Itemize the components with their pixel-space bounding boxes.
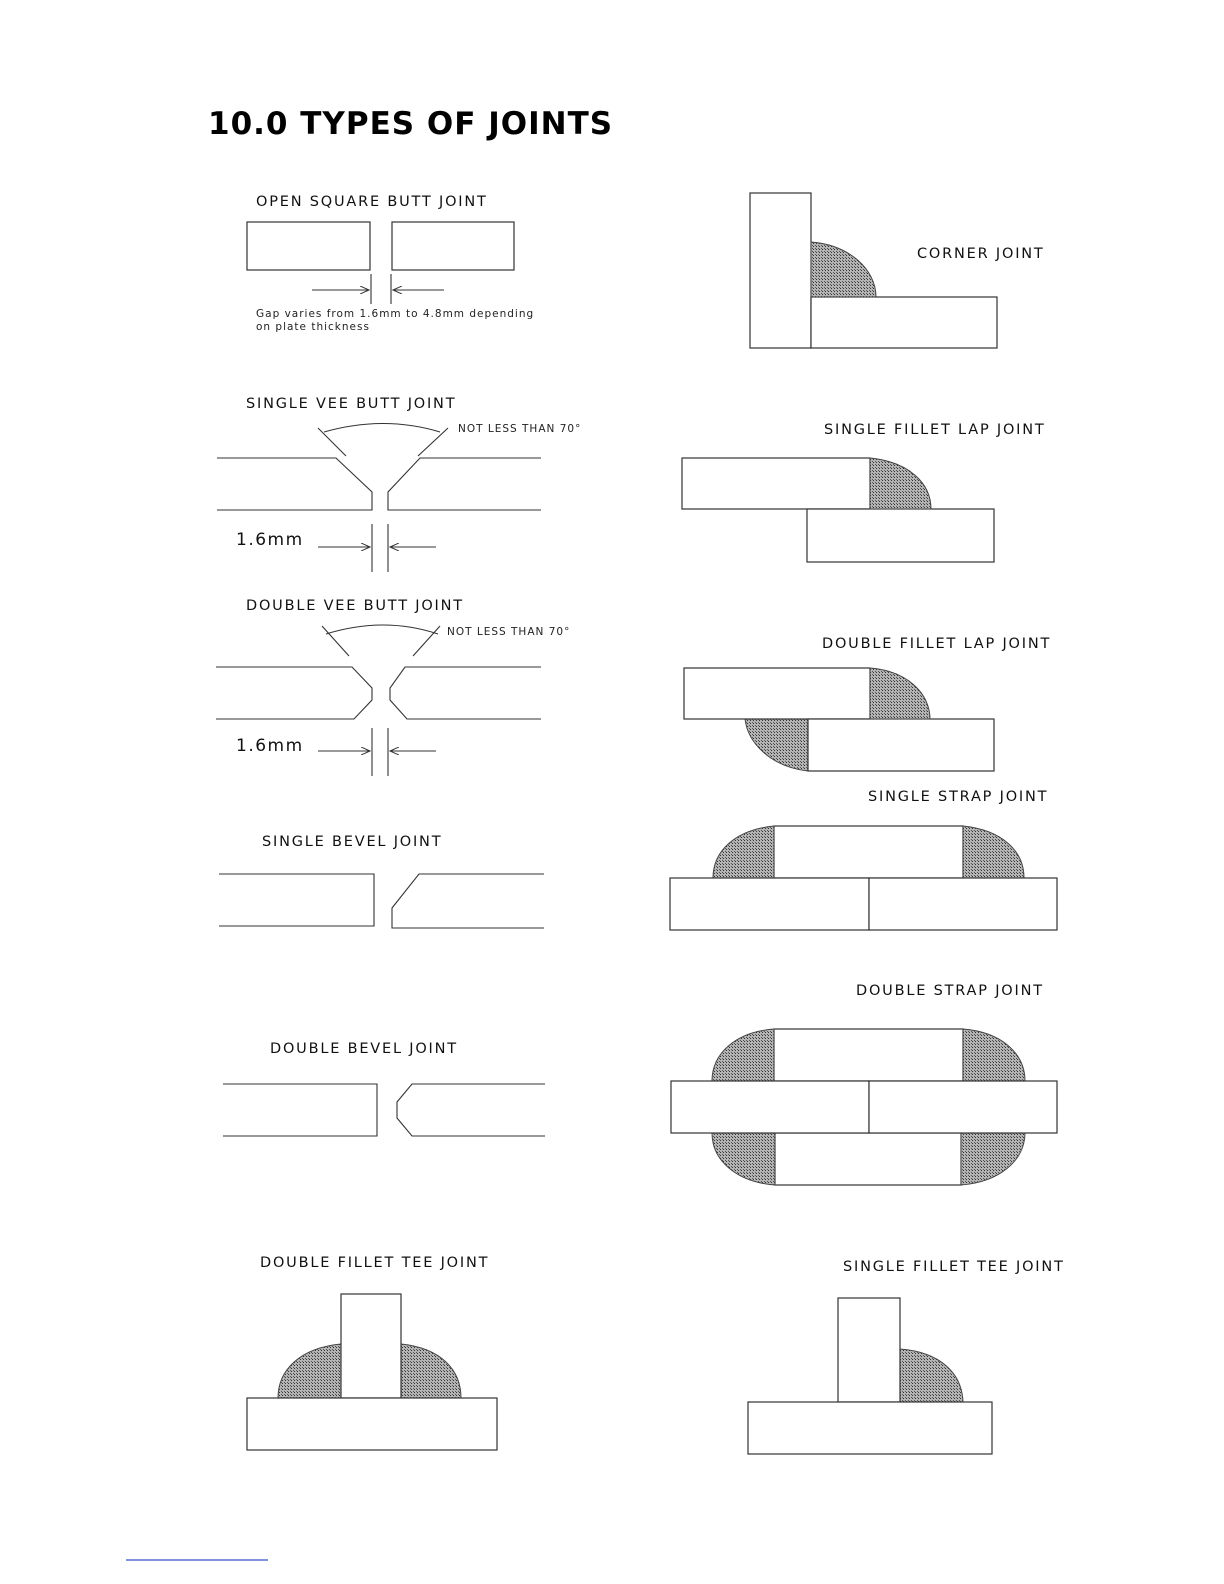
dtee-base-plate — [247, 1398, 497, 1450]
dbevel-plate-left — [223, 1084, 377, 1136]
double-vee-butt-joint — [216, 598, 570, 776]
strap-weld-right — [963, 826, 1024, 878]
dlap-top-plate — [684, 668, 870, 719]
dstrap-weld-bl — [712, 1133, 775, 1185]
plate-left — [247, 222, 370, 270]
single-fillet-tee-joint — [748, 1259, 1065, 1454]
lap-weld — [870, 458, 931, 509]
dtee-weld-right — [401, 1344, 461, 1398]
double-bevel-label: DOUBLE BEVEL JOINT — [270, 1041, 458, 1057]
lap-top-plate — [682, 458, 870, 509]
single-strap-label: SINGLE STRAP JOINT — [868, 789, 1049, 805]
vee-angle-note: NOT LESS THAN 70° — [458, 423, 582, 435]
dstrap-base-right — [869, 1081, 1057, 1133]
dstrap-weld-tl — [712, 1029, 774, 1081]
stee-weld — [900, 1349, 963, 1402]
dlap-bottom-plate — [808, 719, 994, 771]
double-fillet-lap-label: DOUBLE FILLET LAP JOINT — [822, 636, 1052, 652]
dvee-plate-right — [390, 667, 541, 719]
single-strap-joint — [670, 789, 1057, 930]
plate-right — [392, 222, 514, 270]
single-bevel-label: SINGLE BEVEL JOINT — [262, 834, 443, 850]
single-fillet-lap-joint — [682, 422, 1046, 562]
dstrap-top-plate — [774, 1029, 963, 1081]
stee-stem-plate — [838, 1298, 900, 1402]
corner-weld — [811, 242, 876, 297]
single-fillet-tee-label: SINGLE FILLET TEE JOINT — [843, 1259, 1065, 1275]
corner-joint — [750, 193, 1045, 348]
corner-horizontal-plate — [811, 297, 997, 348]
double-fillet-lap-joint — [684, 636, 1051, 771]
double-fillet-tee-label: DOUBLE FILLET TEE JOINT — [260, 1255, 490, 1271]
dlap-weld-bottom — [745, 719, 808, 771]
gap-note-line1: Gap varies from 1.6mm to 4.8mm depending — [256, 308, 535, 320]
dvee-angle-arc — [326, 625, 438, 634]
double-bevel-joint — [223, 1041, 545, 1136]
strap-weld-left — [713, 826, 774, 878]
dtee-stem-plate — [341, 1294, 401, 1398]
open-square-butt-joint — [247, 194, 534, 333]
dvee-plate-left — [216, 667, 372, 719]
bevel-plate-right — [392, 874, 544, 928]
vee-gap-label: 1.6mm — [236, 530, 304, 550]
dstrap-base-left — [671, 1081, 869, 1133]
dvee-angle-note: NOT LESS THAN 70° — [447, 626, 571, 638]
single-bevel-joint — [219, 834, 544, 928]
strap-base-left — [670, 878, 869, 930]
double-vee-butt-label: DOUBLE VEE BUTT JOINT — [246, 598, 464, 614]
double-strap-label: DOUBLE STRAP JOINT — [856, 983, 1044, 999]
vee-plate-left — [217, 458, 372, 510]
dstrap-bottom-plate — [775, 1133, 961, 1185]
strap-base-right — [869, 878, 1057, 930]
dlap-weld-top — [870, 668, 930, 719]
single-vee-butt-joint — [217, 396, 581, 572]
dvee-gap-label: 1.6mm — [236, 736, 304, 756]
stee-base-plate — [748, 1402, 992, 1454]
bevel-plate-left — [219, 874, 374, 926]
dstrap-weld-tr — [963, 1029, 1025, 1081]
dstrap-weld-br — [961, 1133, 1025, 1185]
single-vee-butt-label: SINGLE VEE BUTT JOINT — [246, 396, 457, 412]
single-fillet-lap-label: SINGLE FILLET LAP JOINT — [824, 422, 1046, 438]
double-strap-joint — [671, 983, 1057, 1185]
lap-bottom-plate — [807, 509, 994, 562]
gap-note-line2: on plate thickness — [256, 321, 370, 333]
vee-angle-arc — [324, 424, 440, 433]
vee-plate-right — [388, 458, 541, 510]
double-fillet-tee-joint — [247, 1255, 497, 1450]
strap-plate — [774, 826, 963, 878]
corner-joint-label: CORNER JOINT — [917, 246, 1045, 262]
page-title: 10.0 TYPES OF JOINTS — [208, 106, 614, 142]
open-square-butt-label: OPEN SQUARE BUTT JOINT — [256, 194, 488, 210]
dbevel-plate-right — [397, 1084, 545, 1136]
corner-vertical-plate — [750, 193, 811, 348]
dtee-weld-left — [278, 1344, 341, 1398]
